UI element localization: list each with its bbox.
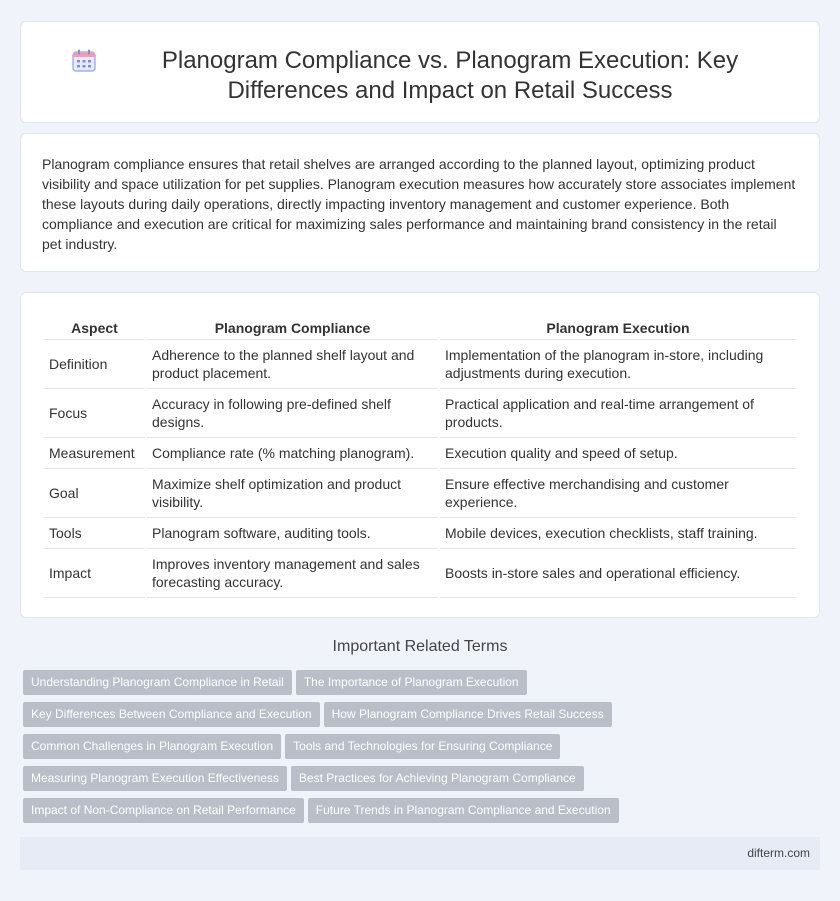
- row-compliance: Maximize shelf optimization and product visibility.: [147, 469, 438, 518]
- row-compliance: Compliance rate (% matching planogram).: [147, 438, 438, 469]
- comparison-table-card: [20, 292, 820, 618]
- related-terms-title: Important Related Terms: [332, 638, 508, 655]
- related-term-tag[interactable]: Common Challenges in Planogram Execution: [23, 734, 281, 759]
- table-row: [44, 549, 796, 598]
- related-terms-list: [23, 670, 823, 830]
- row-execution: Execution quality and speed of setup.: [440, 438, 796, 469]
- intro-paragraph: Planogram compliance ensures that retail shelves are arranged according to the planned layout, optimizing product visibility and space utilization for pet supplies. Planogram execution measures how accurately store associates implement these layouts during daily operations, directly impacting inventory management and customer experience. Both compliance and execution are critical for maximizing sales performance and maintaining brand consistency in the retail pet industry.: [42, 156, 796, 252]
- intro-card: [20, 133, 820, 272]
- table-row: [44, 340, 796, 389]
- row-aspect: Measurement: [44, 438, 145, 469]
- footer: [20, 837, 820, 870]
- header-aspect: Aspect: [44, 315, 145, 340]
- table-row: [44, 469, 796, 518]
- row-compliance: Planogram software, auditing tools.: [147, 518, 438, 549]
- row-aspect: Focus: [44, 389, 145, 438]
- header-execution: Planogram Execution: [440, 315, 796, 340]
- row-aspect: Tools: [44, 518, 145, 549]
- row-execution: Ensure effective merchandising and customer experience.: [440, 469, 796, 518]
- table-row: [44, 389, 796, 438]
- related-term-tag[interactable]: Tools and Technologies for Ensuring Compliance: [285, 734, 560, 759]
- comparison-table: [42, 315, 798, 598]
- row-aspect: Goal: [44, 469, 145, 518]
- related-term-tag[interactable]: Best Practices for Achieving Planogram Compliance: [291, 766, 584, 791]
- page-title: Planogram Compliance vs. Planogram Execution: Key Differences and Impact on Retail Success: [161, 47, 739, 104]
- header-card: [20, 21, 820, 123]
- related-term-tag[interactable]: Key Differences Between Compliance and Execution: [23, 702, 320, 727]
- row-execution: Implementation of the planogram in-store, including adjustments during execution.: [440, 340, 796, 389]
- table-row: [44, 518, 796, 549]
- row-execution: Boosts in-store sales and operational efficiency.: [440, 549, 796, 598]
- related-term-tag[interactable]: Measuring Planogram Execution Effectiveness: [23, 766, 287, 791]
- header-compliance: Planogram Compliance: [147, 315, 438, 340]
- calendar-grid-icon: [71, 49, 97, 73]
- related-term-tag[interactable]: How Planogram Compliance Drives Retail Success: [324, 702, 612, 727]
- related-term-tag[interactable]: Impact of Non-Compliance on Retail Performance: [23, 798, 304, 823]
- footer-site-link[interactable]: difterm.com: [747, 846, 810, 860]
- row-aspect: Definition: [44, 340, 145, 389]
- table-header-row: [44, 315, 796, 340]
- table-row: [44, 438, 796, 469]
- row-compliance: Accuracy in following pre-defined shelf designs.: [147, 389, 438, 438]
- related-term-tag[interactable]: Understanding Planogram Compliance in Retail: [23, 670, 292, 695]
- row-compliance: Improves inventory management and sales forecasting accuracy.: [147, 549, 438, 598]
- row-aspect: Impact: [44, 549, 145, 598]
- related-term-tag[interactable]: Future Trends in Planogram Compliance and Execution: [308, 798, 619, 823]
- related-term-tag[interactable]: The Importance of Planogram Execution: [296, 670, 527, 695]
- row-compliance: Adherence to the planned shelf layout and product placement.: [147, 340, 438, 389]
- row-execution: Mobile devices, execution checklists, staff training.: [440, 518, 796, 549]
- row-execution: Practical application and real-time arrangement of products.: [440, 389, 796, 438]
